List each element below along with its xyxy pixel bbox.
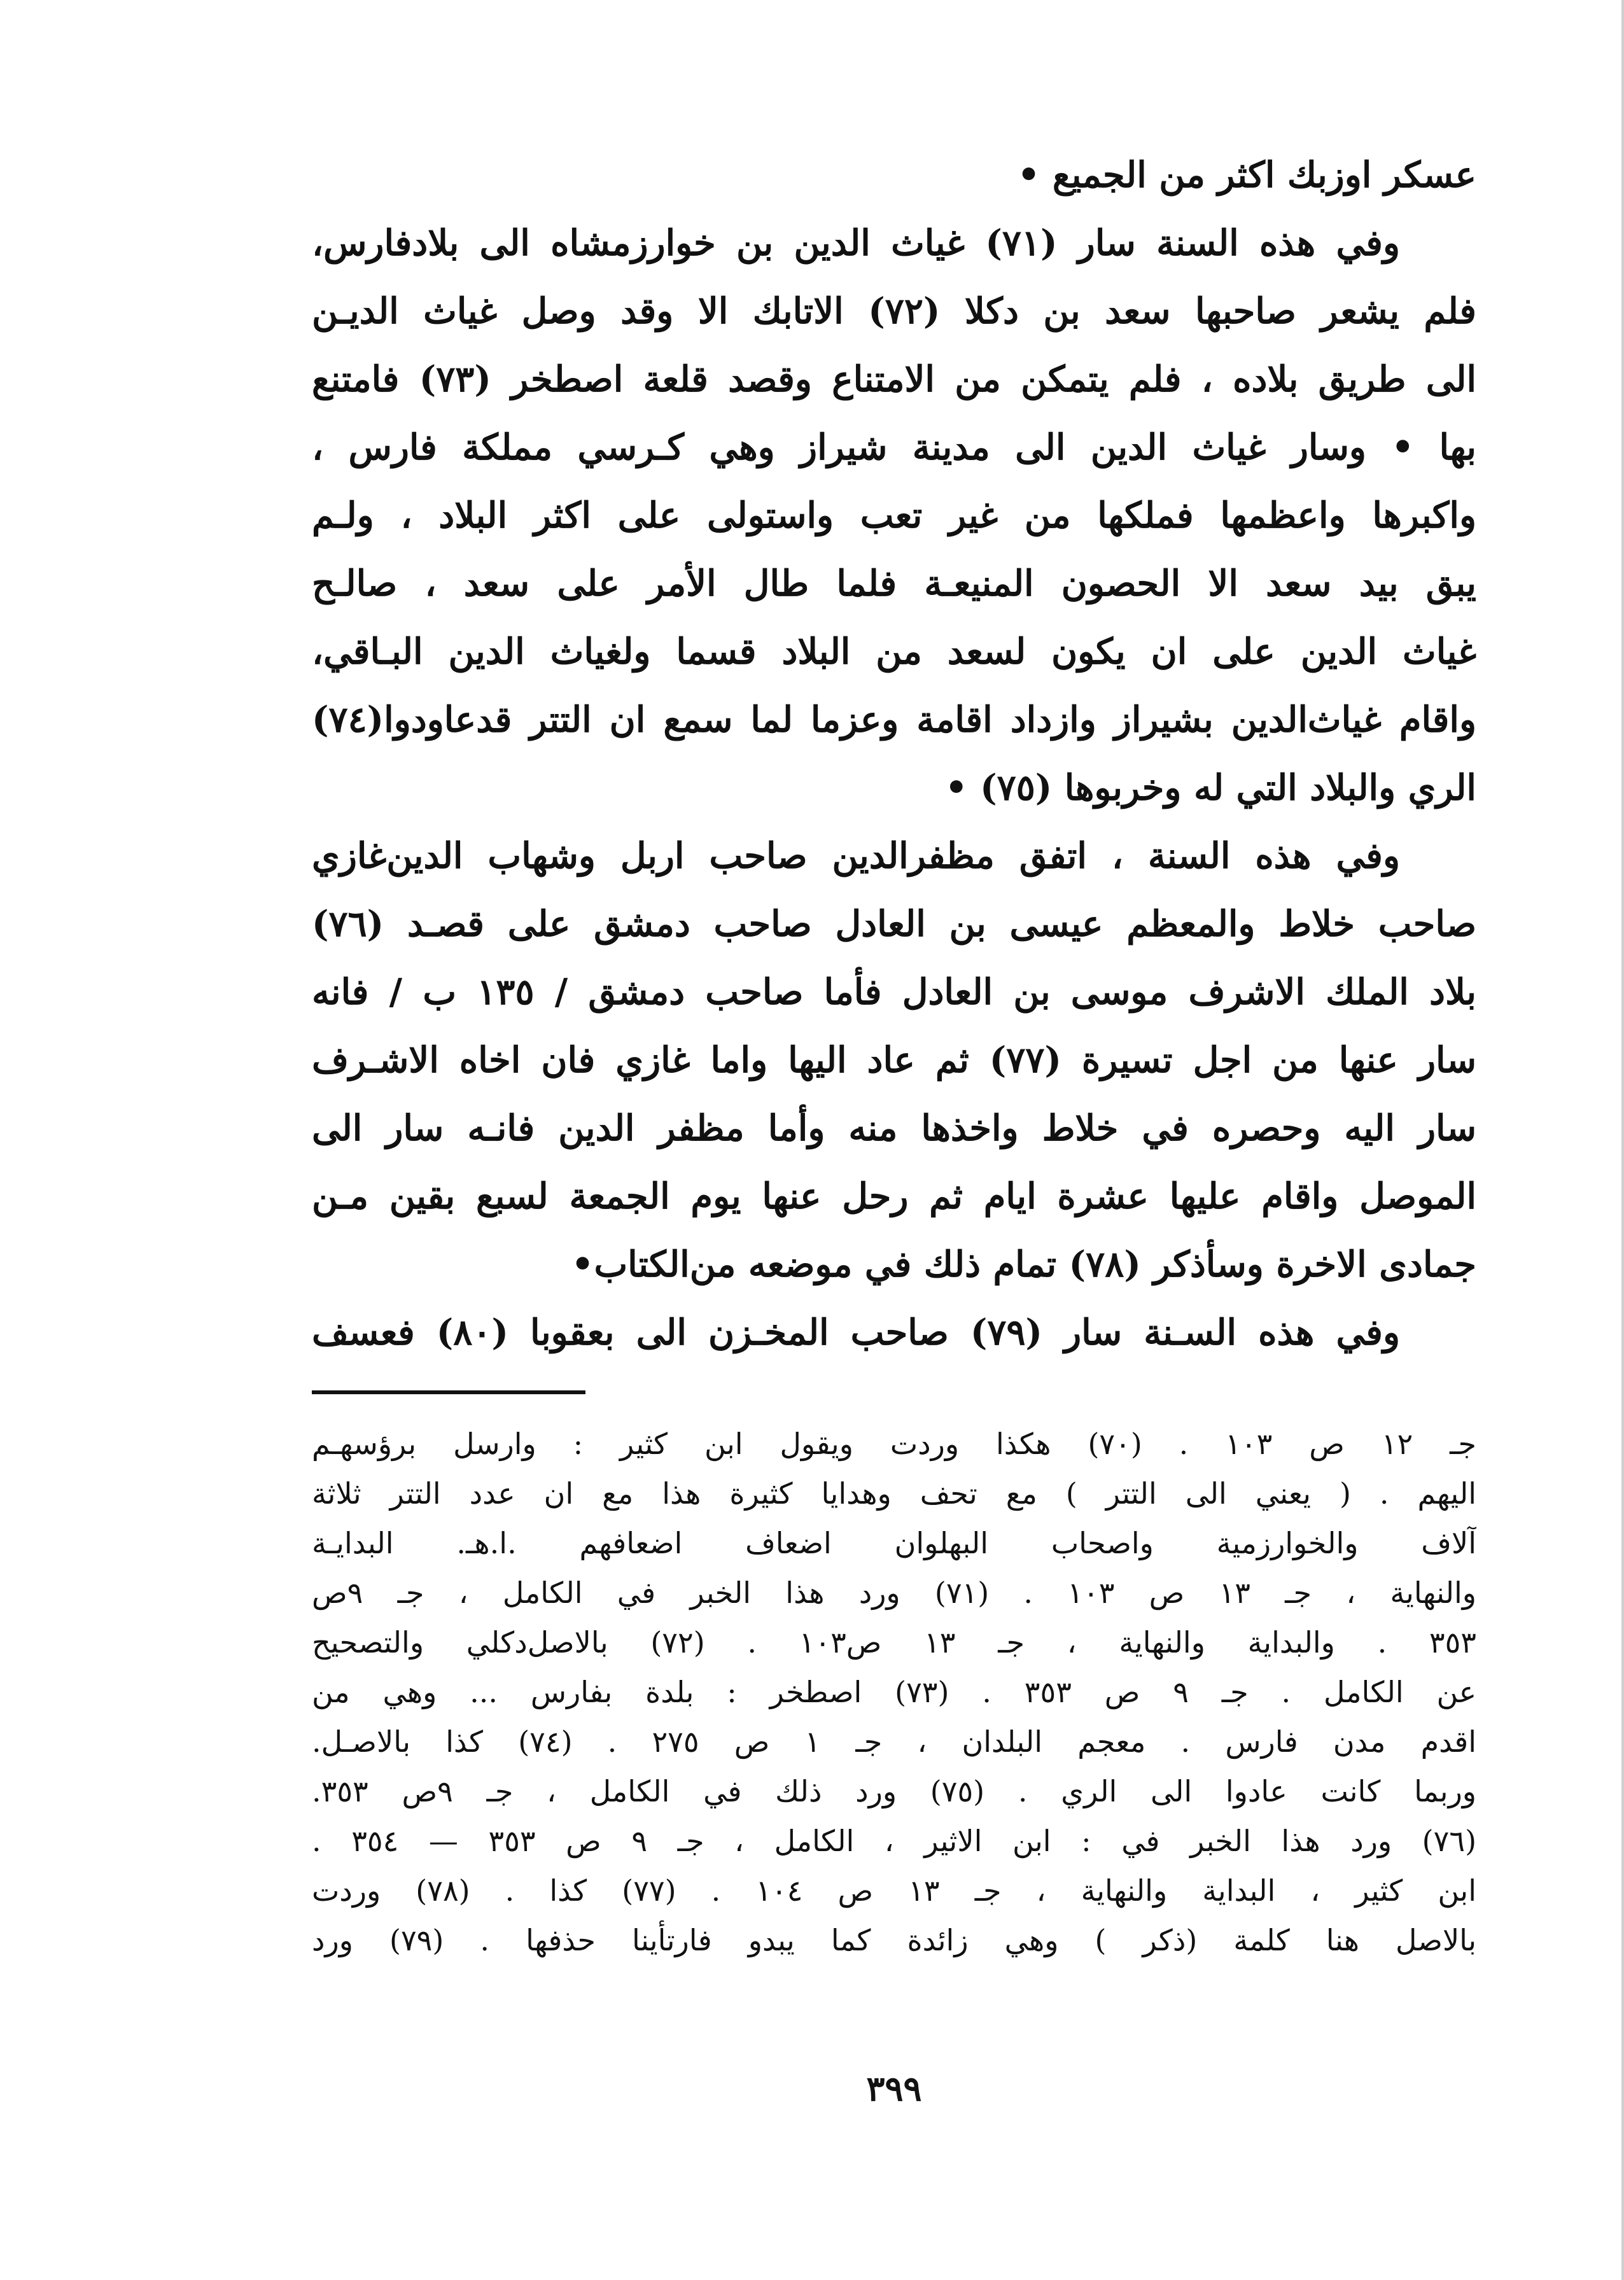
text-line: الري والبلاد التي له وخربوها (٧٥) • <box>944 767 1476 809</box>
text-line: الى طريق بلاده ، فلم يتمكن من الامتناع وقصد قلعة اصطخر (٧٣) فامتنع <box>312 358 1476 400</box>
text-line: عسكر اوزبك اكثر من الجميع • <box>1017 154 1476 196</box>
text-line: فلم يشعر صاحبها سعد بن دكلا (٧٢) الاتابك الا وقد وصل غياث الديـن <box>312 290 1476 332</box>
footnote-line: ابن كثير ، البداية والنهاية ، جـ ١٣ ص ١٠٤ . (٧٧) كذا . (٧٨) وردت <box>312 1873 1476 1908</box>
footnote-line: بالاصل هنا كلمة (ذكر ) وهي زائدة كما يبدو فارتأينا حذفها . (٧٩) ورد <box>312 1923 1476 1957</box>
text-line: وفي هذه السـنة سار (٧٩) صاحب المخـزن الى بعقوبا (٨٠) فعسف <box>312 1311 1400 1353</box>
page-edge-line <box>1621 0 1624 2280</box>
main-text-block <box>312 141 1476 1367</box>
text-line: الموصل واقام عليها عشرة ايام ثم رحل عنها يوم الجمعة لسبع بقين مـن <box>312 1175 1476 1217</box>
footnote-line: آلاف والخوارزمية واصحاب البهلوان اضعاف اضعافهم .ا.هـ. البدايـة <box>312 1526 1476 1560</box>
footnote-line: ٣٥٣ . والبداية والنهاية ، جـ ١٣ ص١٠٣ . (٧٢) بالاصل‌دكلي والتصحيح <box>312 1625 1476 1660</box>
text-line: بلاد الملك الاشرف موسى بن العادل فأما صاحب دمشق / ١٣٥ ب / فانه <box>312 971 1476 1013</box>
footnote-line: (٧٦) ورد هذا الخبر في : ابن الاثير ، الكامل ، جـ ٩ ص ٣٥٣ — ٣٥٤ . <box>312 1824 1476 1858</box>
page-number: ٣٩٩ <box>866 2068 922 2109</box>
footnote-separator <box>312 1390 585 1394</box>
text-line: سار اليه وحصره في خلاط واخذها منه وأما مظفر الدين فانـه سار الى <box>312 1107 1476 1149</box>
book-page <box>312 127 1476 2214</box>
text-line: واقام غياث‌الدين بشيراز وازداد اقامة وعزما لما سمع ان التتر قدعاودوا(٧٤) <box>312 699 1476 741</box>
text-line: يبق بيد سعد الا الحصون المنيعـة فلما طال الأمر على سعد ، صالـح <box>312 563 1476 605</box>
text-line: وفي هذه السنة ، اتفق مظفرالدين صاحب اربل وشهاب الدين‌غازي <box>312 835 1400 877</box>
text-line: سار عنها من اجل تسيرة (٧٧) ثم عاد اليها واما غازي فان اخاه الاشـرف <box>312 1039 1476 1081</box>
footnote-line: عن الكامل . جـ ٩ ص ٣٥٣ . (٧٣) اصطخر : بلدة بفارس ... وهي من <box>312 1675 1476 1709</box>
text-line: غياث الدين على ان يكون لسعد من البلاد قسما ولغياث الدين البـاقي، <box>312 631 1476 673</box>
footnote-line: والنهاية ، جـ ١٣ ص ١٠٣ . (٧١) ورد هذا الخبر في الكامل ، جـ ٩ص <box>312 1576 1476 1610</box>
footnote-line: وربما كانت عادوا الى الري . (٧٥) ورد ذلك في الكامل ، جـ ٩ص ٣٥٣. <box>312 1774 1476 1808</box>
footnotes-block <box>312 1419 1476 1965</box>
text-line: وفي هذه السنة سار (٧١) غياث الدين بن خوارزمشاه الى بلادفارس، <box>312 222 1400 264</box>
footnote-line: جـ ١٢ ص ١٠٣ . (٧٠) هكذا وردت ويقول ابن كثير : وارسل برؤسهـم <box>312 1427 1476 1461</box>
text-line: بها • وسار غياث الدين الى مدينة شيراز وهي كـرسي مملكة فارس ، <box>312 426 1476 468</box>
text-line: صاحب خلاط والمعظم عيسى بن العادل صاحب دمشق على قصـد (٧٦) <box>312 903 1476 945</box>
text-line: جمادى الاخرة وسأذكر (٧٨) تمام ذلك في موضعه من‌الكتاب• <box>571 1243 1476 1285</box>
text-line: واكبرها واعظمها فملكها من غير تعب واستولى على اكثر البلاد ، ولـم <box>312 494 1476 536</box>
footnote-line: اقدم مدن فارس . معجم البلدان ، جـ ١ ص ٢٧٥ . (٧٤) كذا بالاصـل. <box>312 1724 1476 1759</box>
footnote-line: اليهم . ( يعني الى التتر ) مع تحف وهدايا كثيرة هذا مع ان عدد التتر ثلاثة <box>312 1476 1476 1511</box>
